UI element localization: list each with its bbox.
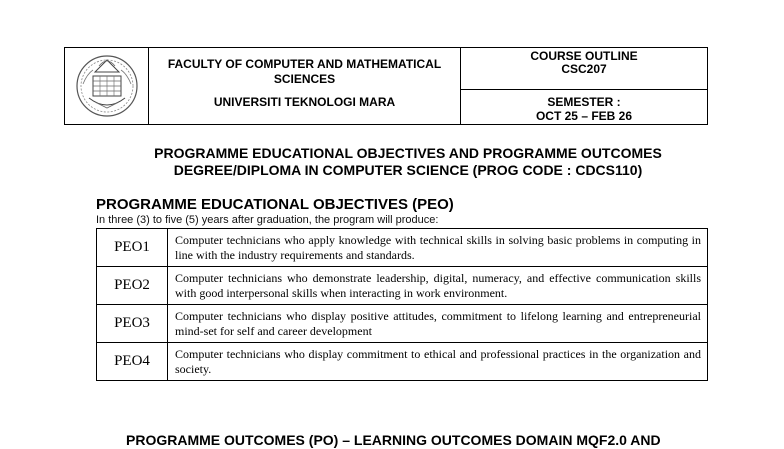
peo-table: [96, 228, 708, 381]
course-outline-cell: [461, 48, 707, 90]
peo-intro: In three (3) to five (5) years after graduation, the program will produce:: [96, 214, 439, 226]
course-code: CSC207: [561, 62, 607, 76]
logo-cell: [65, 48, 149, 124]
table-row: [97, 229, 708, 267]
peo-code: PEO4: [97, 343, 168, 381]
peo-heading: PROGRAMME EDUCATIONAL OBJECTIVES (PEO): [96, 196, 454, 213]
peo-description: Computer technicians who display positive attitudes, commitment to lifelong learning and entrepreneurial mind-set for self and career development: [168, 305, 708, 343]
peo-code: PEO2: [97, 267, 168, 305]
peo-code: PEO3: [97, 305, 168, 343]
faculty-cell: [149, 48, 461, 124]
university-name: UNIVERSITI TEKNOLOGI MARA: [213, 95, 396, 109]
uitm-crest-icon: [75, 54, 139, 118]
peo-code: PEO1: [97, 229, 168, 267]
table-row: [97, 343, 708, 381]
semester-value: OCT 25 – FEB 26: [535, 109, 633, 123]
semester-label: SEMESTER :: [547, 95, 621, 109]
peo-description: Computer technicians who demonstrate leadership, digital, numeracy, and effective communication skills with good interpersonal skills when interacting in work environment.: [168, 267, 708, 305]
document-title: [96, 145, 720, 179]
table-row: [97, 267, 708, 305]
table-row: [97, 305, 708, 343]
faculty-name: FACULTY OF COMPUTER AND MATHEMATICAL SCIENCES: [167, 57, 442, 86]
course-outline-label: COURSE OUTLINE: [530, 49, 638, 63]
document-title-line-1: PROGRAMME EDUCATIONAL OBJECTIVES AND PROGRAMME OUTCOMES: [154, 145, 662, 161]
peo-description: Computer technicians who display commitment to ethical and professional practices in the organization and society.: [168, 343, 708, 381]
po-heading-partial: PROGRAMME OUTCOMES (PO) – LEARNING OUTCOMES DOMAIN MQF2.0 AND: [126, 432, 661, 448]
semester-cell: [461, 90, 707, 124]
peo-description: Computer technicians who apply knowledge with technical skills in solving basic problems in computing in line with the industry requirements and standards.: [168, 229, 708, 267]
document-title-line-2: DEGREE/DIPLOMA IN COMPUTER SCIENCE (PROG CODE : CDCS110): [173, 162, 643, 178]
header-table: [64, 47, 708, 125]
